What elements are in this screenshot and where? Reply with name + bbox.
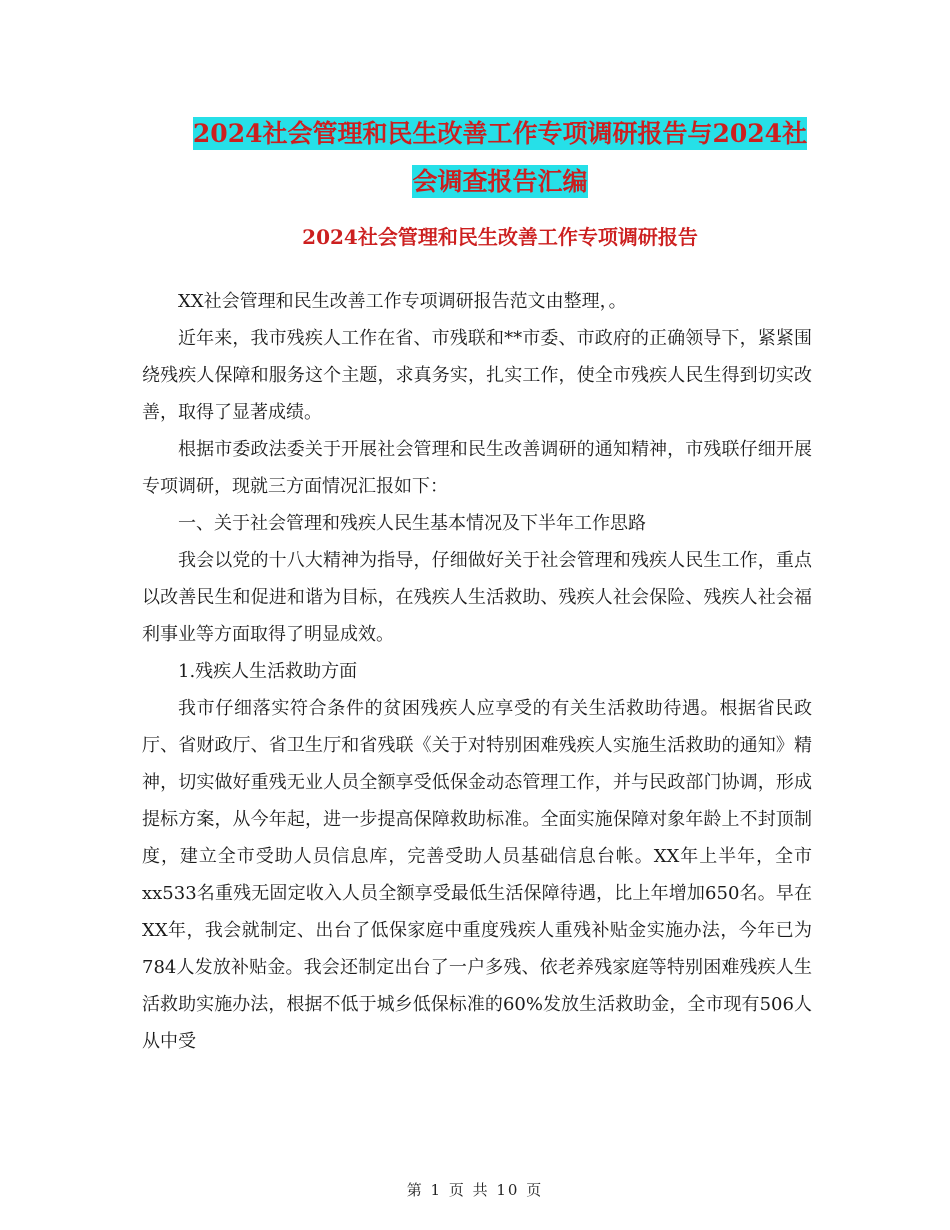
paragraph: XX社会管理和民生改善工作专项调研报告范文由整理，。 xyxy=(178,291,627,312)
main-title-line-1: 2024社会管理和民生改善工作专项调研报告与2024社 xyxy=(192,119,808,148)
paragraph: 根据市委政法委关于开展社会管理和民生改善调研的通知精神，市残联仔细开展专项调研，现就三方面情况汇报如下： xyxy=(142,439,812,497)
main-title-line-2: 会调查报告汇编 xyxy=(412,167,588,196)
paragraph: 近年来，我市残疾人工作在省、市残联和**市委、市政府的正确领导下，紧紧围绕残疾人保障和服务这个主题，求真务实，扎实工作，使全市残疾人民生得到切实改善，取得了显著成绩。 xyxy=(142,328,812,423)
section-heading: 一、关于社会管理和残疾人民生基本情况及下半年工作思路 xyxy=(178,513,646,534)
paragraph: 我市仔细落实符合条件的贫困残疾人应享受的有关生活救助待遇。根据省民政厅、省财政厅、省卫生厅和省残联《关于对特别困难残疾人实施生活救助的通知》精神，切实做好重残无业人员全额享受低保金动态管理工作，并与民政部门协调，形成提标方案，从今年起，进一步提高保障救助标准。全面实施保障对象年龄上不封顶制度，建立全市受助人员信息库，完善受助人员基础信息台帐。XX年上半年，全市xx533名重残无固定收入人员全额享受最低生活保障待遇，比上年增加650名。早在XX年，我会就制定、出台了低保家庭中重度残疾人重残补贴金实施办法，今年已为784人发放补贴金。我会还制定出台了一户多残、依老养残家庭等特别困难残疾人生活救助实施办法，根据不低于城乡低保标准的60%发放生活救助金，全市现有506人从中受 xyxy=(142,698,812,1052)
document-body xyxy=(142,283,812,1060)
page-footer: 第 1 页 共 10 页 xyxy=(406,1181,544,1199)
document-main-title xyxy=(140,110,860,206)
section-title: 2024社会管理和民生改善工作专项调研报告 xyxy=(302,225,698,249)
subsection-heading: 1.残疾人生活救助方面 xyxy=(178,661,358,682)
paragraph: 我会以党的十八大精神为指导，仔细做好关于社会管理和残疾人民生工作，重点以改善民生和促进和谐为目标，在残疾人生活救助、残疾人社会保险、残疾人社会福利事业等方面取得了明显成效。 xyxy=(142,550,812,645)
